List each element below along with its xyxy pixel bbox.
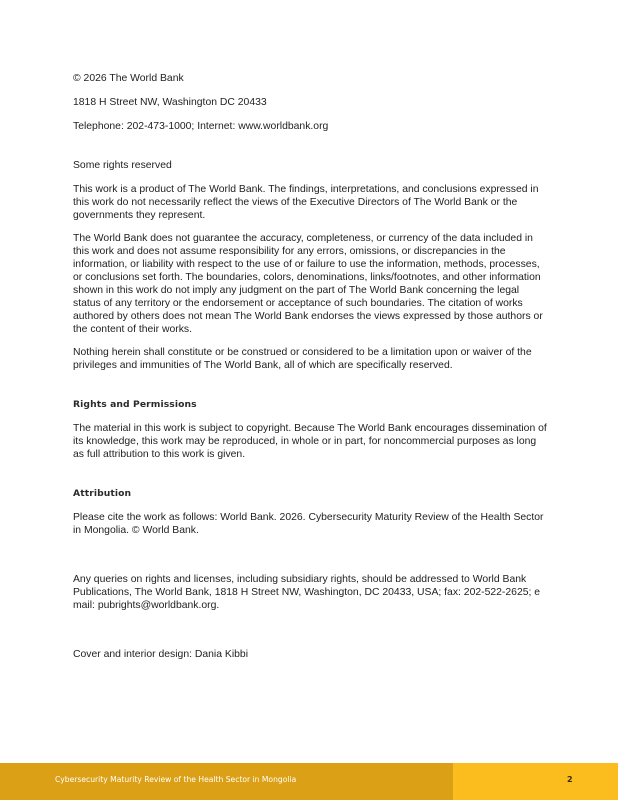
rights-reserved-label: Some rights reserved	[73, 160, 172, 171]
footer-title: Cybersecurity Maturity Review of the Health Sector in Mongolia	[55, 775, 297, 784]
footer-title-band	[0, 763, 453, 800]
copyright-line: © 2026 The World Bank	[73, 73, 184, 84]
page-number: 2	[567, 775, 573, 784]
page-footer	[0, 763, 618, 800]
contact-line: Telephone: 202-473-1000; Internet: www.worldbank.org	[73, 121, 329, 132]
queries-paragraph: Any queries on rights and licenses, including subsidiary rights, should be addressed to World Bank Publications, The World Bank, 1818 H Street NW, Washington, DC 20433, USA; fax: 202-522-2625; e mail: pubrights@worldbank.org.	[73, 574, 541, 611]
permissions-body: The material in this work is subject to copyright. Because The World Bank encourages dissemination of its knowledge, this work may be reproduced, in whole or in part, for noncommercial purposes as long as full attribution to this work is given.	[73, 423, 547, 460]
footer-page-band	[453, 763, 618, 800]
rights-paragraph-1: This work is a product of The World Bank. The findings, interpretations, and conclusions expressed in this work do not necessarily reflect the views of the Executive Directors of The World Bank or the governments they represent.	[73, 184, 539, 221]
rights-paragraph-2: The World Bank does not guarantee the accuracy, completeness, or currency of the data included in this work and does not assume responsibility for any errors, omissions, or discrepancies in the information, or liability with respect to the use of or failure to use the information, methods, processes, or conclusions set forth. The boundaries, colors, denominations, links/footnotes, and other information shown in this work do not imply any judgment on the part of The World Bank concerning the legal status of any territory or the endorsement or acceptance of such boundaries. The citation of works authored by others does not mean The World Bank endorses the views expressed by those authors or the content of their works.	[73, 233, 543, 335]
design-credit: Cover and interior design: Dania Kibbi	[73, 649, 249, 660]
address-line: 1818 H Street NW, Washington DC 20433	[73, 97, 267, 108]
copyright-page-content	[73, 72, 548, 661]
attribution-body: Please cite the work as follows: World Bank. 2026. Cybersecurity Maturity Review of the Health Sector in Mongolia. © World Bank.	[73, 512, 544, 536]
attribution-heading: Attribution	[73, 488, 132, 499]
rights-paragraph-3: Nothing herein shall constitute or be construed or considered to be a limitation upon or waiver of the privileges and immunities of The World Bank, all of which are specifically reserved.	[73, 347, 532, 371]
permissions-heading: Rights and Permissions	[73, 399, 197, 410]
